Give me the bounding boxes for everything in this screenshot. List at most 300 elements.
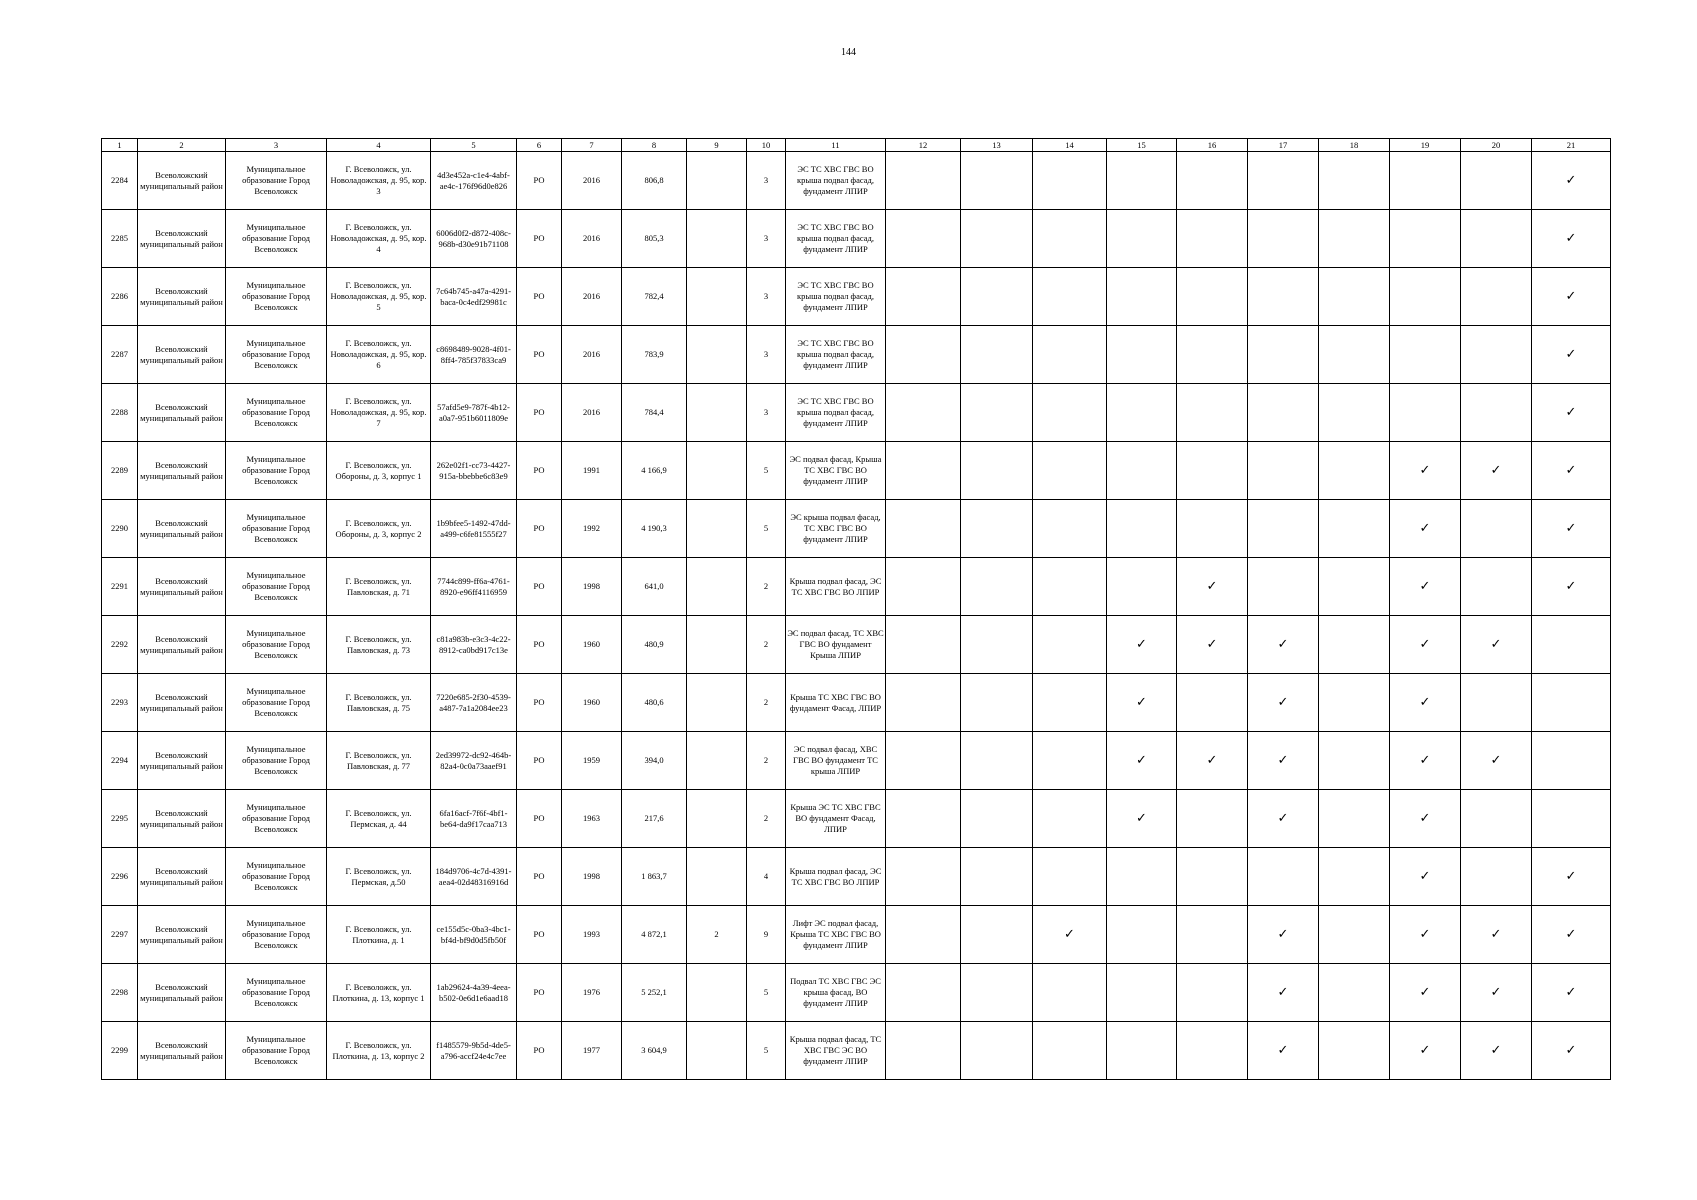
table-cell-col-10: 3	[747, 210, 786, 268]
table-cell-col-13	[961, 790, 1033, 848]
table-cell-col-10: 5	[747, 1022, 786, 1080]
table-cell-col-15	[1107, 442, 1177, 500]
table-cell-col-1: 2294	[102, 732, 138, 790]
table-cell-col-17	[1248, 500, 1319, 558]
check-mark-icon: ✓	[1390, 964, 1461, 1022]
page-number: 144	[841, 47, 856, 58]
table-cell-col-21	[1532, 616, 1611, 674]
table-cell-col-12	[886, 674, 961, 732]
column-header-19: 19	[1390, 139, 1461, 152]
table-cell-col-20	[1461, 790, 1532, 848]
table-cell-col-11: ЭС ТС ХВС ГВС ВО крыша подвал фасад, фундамент ЛПИР	[786, 152, 886, 210]
table-cell-col-9	[687, 964, 747, 1022]
table-cell-col-2: Всеволожский муниципальный район	[138, 906, 226, 964]
table-cell-col-5: 7744c899-ff6a-4761-8920-e96ff4116959	[431, 558, 517, 616]
column-header-2: 2	[138, 139, 226, 152]
column-header-21: 21	[1532, 139, 1611, 152]
table-cell-col-13	[961, 1022, 1033, 1080]
table-cell-col-2: Всеволожский муниципальный район	[138, 268, 226, 326]
table-cell-col-8: 480,9	[622, 616, 687, 674]
table-cell-col-12	[886, 268, 961, 326]
table-cell-col-17	[1248, 326, 1319, 384]
table-cell-col-6: РО	[517, 790, 562, 848]
table-cell-col-20	[1461, 558, 1532, 616]
table-cell-col-12	[886, 384, 961, 442]
table-cell-col-9	[687, 848, 747, 906]
table-cell-col-2: Всеволожский муниципальный район	[138, 732, 226, 790]
table-cell-col-17	[1248, 442, 1319, 500]
table-cell-col-5: 7c64b745-a47a-4291-baca-0c4edf29981c	[431, 268, 517, 326]
table-cell-col-10: 9	[747, 906, 786, 964]
table-cell-col-3: Муниципальное образование Город Всеволожск	[226, 906, 327, 964]
table-row	[102, 384, 1611, 442]
table-cell-col-9	[687, 558, 747, 616]
table-cell-col-18	[1319, 210, 1390, 268]
table-cell-col-7: 2016	[562, 268, 622, 326]
check-mark-icon: ✓	[1390, 616, 1461, 674]
table-cell-col-2: Всеволожский муниципальный район	[138, 500, 226, 558]
table-cell-col-14	[1033, 1022, 1107, 1080]
table-cell-col-17	[1248, 384, 1319, 442]
check-mark-icon: ✓	[1107, 674, 1177, 732]
column-header-11: 11	[786, 139, 886, 152]
table-cell-col-6: РО	[517, 442, 562, 500]
table-cell-col-21	[1532, 674, 1611, 732]
check-mark-icon: ✓	[1390, 442, 1461, 500]
table-cell-col-9	[687, 500, 747, 558]
table-cell-col-12	[886, 210, 961, 268]
table-cell-col-1: 2293	[102, 674, 138, 732]
table-cell-col-6: РО	[517, 152, 562, 210]
column-header-3: 3	[226, 139, 327, 152]
table-cell-col-19	[1390, 326, 1461, 384]
header-row	[102, 139, 1611, 152]
table-cell-col-9	[687, 326, 747, 384]
table-cell-col-7: 2016	[562, 152, 622, 210]
table-cell-col-6: РО	[517, 906, 562, 964]
column-header-4: 4	[327, 139, 431, 152]
table-row	[102, 848, 1611, 906]
table-row	[102, 732, 1611, 790]
check-mark-icon: ✓	[1033, 906, 1107, 964]
table-cell-col-10: 2	[747, 732, 786, 790]
table-cell-col-17	[1248, 152, 1319, 210]
table-cell-col-8: 805,3	[622, 210, 687, 268]
table-cell-col-2: Всеволожский муниципальный район	[138, 790, 226, 848]
table-cell-col-3: Муниципальное образование Город Всеволожск	[226, 790, 327, 848]
table-cell-col-1: 2287	[102, 326, 138, 384]
table-cell-col-16	[1177, 964, 1248, 1022]
table-cell-col-4: Г. Всеволожск, ул. Павловская, д. 77	[327, 732, 431, 790]
table-cell-col-7: 1959	[562, 732, 622, 790]
table-cell-col-1: 2291	[102, 558, 138, 616]
check-mark-icon: ✓	[1532, 210, 1611, 268]
table-cell-col-9	[687, 1022, 747, 1080]
table-cell-col-6: РО	[517, 384, 562, 442]
table-cell-col-4: Г. Всеволожск, ул. Новоладожская, д. 95, кор. 6	[327, 326, 431, 384]
table-cell-col-18	[1319, 152, 1390, 210]
table-cell-col-18	[1319, 500, 1390, 558]
table-cell-col-9	[687, 210, 747, 268]
table-cell-col-10: 3	[747, 326, 786, 384]
table-cell-col-16	[1177, 848, 1248, 906]
check-mark-icon: ✓	[1532, 326, 1611, 384]
table-cell-col-14	[1033, 268, 1107, 326]
table-cell-col-3: Муниципальное образование Город Всеволожск	[226, 732, 327, 790]
table-cell-col-2: Всеволожский муниципальный район	[138, 558, 226, 616]
table-cell-col-15	[1107, 964, 1177, 1022]
table-cell-col-11: ЭС подвал фасад, ХВС ГВС ВО фундамент ТС крыша ЛПИР	[786, 732, 886, 790]
table-cell-col-12	[886, 848, 961, 906]
table-cell-col-11: ЭС подвал фасад, ТС ХВС ГВС ВО фундамент Крыша ЛПИР	[786, 616, 886, 674]
table-cell-col-15	[1107, 326, 1177, 384]
check-mark-icon: ✓	[1390, 848, 1461, 906]
table-cell-col-11: Крыша подвал фасад, ЭС ТС ХВС ГВС ВО ЛПИР	[786, 558, 886, 616]
table-cell-col-13	[961, 268, 1033, 326]
table-cell-col-3: Муниципальное образование Город Всеволожск	[226, 1022, 327, 1080]
table-cell-col-10: 2	[747, 616, 786, 674]
table-cell-col-12	[886, 558, 961, 616]
table-cell-col-7: 1998	[562, 848, 622, 906]
check-mark-icon: ✓	[1532, 268, 1611, 326]
table-cell-col-4: Г. Всеволожск, ул. Новоладожская, д. 95, кор. 3	[327, 152, 431, 210]
table-cell-col-20	[1461, 210, 1532, 268]
table-cell-col-9	[687, 732, 747, 790]
table-cell-col-16	[1177, 210, 1248, 268]
table-cell-col-1: 2286	[102, 268, 138, 326]
table-cell-col-11: Крыша подвал фасад, ТС ХВС ГВС ЭС ВО фундамент ЛПИР	[786, 1022, 886, 1080]
check-mark-icon: ✓	[1461, 906, 1532, 964]
table-cell-col-14	[1033, 326, 1107, 384]
column-header-6: 6	[517, 139, 562, 152]
table-cell-col-15	[1107, 1022, 1177, 1080]
table-cell-col-5: ce155d5c-0ba3-4bc1-bf4d-bf9d0d5fb50f	[431, 906, 517, 964]
table-cell-col-13	[961, 442, 1033, 500]
check-mark-icon: ✓	[1532, 964, 1611, 1022]
column-header-16: 16	[1177, 139, 1248, 152]
table-cell-col-14	[1033, 674, 1107, 732]
table-cell-col-6: РО	[517, 558, 562, 616]
table-cell-col-13	[961, 210, 1033, 268]
table-cell-col-16	[1177, 1022, 1248, 1080]
check-mark-icon: ✓	[1248, 790, 1319, 848]
table-cell-col-12	[886, 906, 961, 964]
table-cell-col-5: 4d3e452a-c1e4-4abf-ae4c-176f96d0e826	[431, 152, 517, 210]
table-cell-col-7: 1991	[562, 442, 622, 500]
table-cell-col-1: 2288	[102, 384, 138, 442]
column-header-5: 5	[431, 139, 517, 152]
table-cell-col-1: 2295	[102, 790, 138, 848]
table-cell-col-11: Подвал ТС ХВС ГВС ЭС крыша фасад, ВО фундамент ЛПИР	[786, 964, 886, 1022]
check-mark-icon: ✓	[1532, 906, 1611, 964]
table-cell-col-20	[1461, 848, 1532, 906]
table-cell-col-13	[961, 500, 1033, 558]
table-cell-col-3: Муниципальное образование Город Всеволожск	[226, 326, 327, 384]
table-row	[102, 152, 1611, 210]
table-cell-col-13	[961, 848, 1033, 906]
table-cell-col-11: Лифт ЭС подвал фасад, Крыша ТС ХВС ГВС ВО фундамент ЛПИР	[786, 906, 886, 964]
table-cell-col-20	[1461, 268, 1532, 326]
table-cell-col-10: 5	[747, 964, 786, 1022]
table-cell-col-13	[961, 326, 1033, 384]
table-cell-col-4: Г. Всеволожск, ул. Пермская, д.50	[327, 848, 431, 906]
table-cell-col-1: 2292	[102, 616, 138, 674]
check-mark-icon: ✓	[1177, 616, 1248, 674]
table-cell-col-15	[1107, 848, 1177, 906]
table-cell-col-17	[1248, 848, 1319, 906]
check-mark-icon: ✓	[1532, 152, 1611, 210]
table-cell-col-4: Г. Всеволожск, ул. Павловская, д. 73	[327, 616, 431, 674]
table-cell-col-13	[961, 152, 1033, 210]
table-cell-col-14	[1033, 152, 1107, 210]
table-cell-col-16	[1177, 790, 1248, 848]
table-row	[102, 558, 1611, 616]
table-cell-col-12	[886, 326, 961, 384]
table-cell-col-13	[961, 384, 1033, 442]
table-cell-col-5: 1ab29624-4a39-4eea-b502-0e6d1e6aad18	[431, 964, 517, 1022]
table-cell-col-8: 394,0	[622, 732, 687, 790]
table-cell-col-5: 7220e685-2f30-4539-a487-7a1a2084ee23	[431, 674, 517, 732]
table-cell-col-18	[1319, 848, 1390, 906]
table-cell-col-4: Г. Всеволожск, ул. Плоткина, д. 13, корпус 1	[327, 964, 431, 1022]
table-cell-col-3: Муниципальное образование Город Всеволожск	[226, 210, 327, 268]
table-cell-col-14	[1033, 616, 1107, 674]
table-cell-col-5: c81a983b-e3c3-4c22-8912-ca0bd917c13e	[431, 616, 517, 674]
table-cell-col-8: 4 190,3	[622, 500, 687, 558]
column-header-20: 20	[1461, 139, 1532, 152]
check-mark-icon: ✓	[1461, 964, 1532, 1022]
table-cell-col-17	[1248, 268, 1319, 326]
table-row	[102, 500, 1611, 558]
table-cell-col-12	[886, 500, 961, 558]
check-mark-icon: ✓	[1532, 1022, 1611, 1080]
table-cell-col-1: 2290	[102, 500, 138, 558]
table-cell-col-7: 1960	[562, 616, 622, 674]
table-cell-col-18	[1319, 558, 1390, 616]
table-cell-col-9	[687, 674, 747, 732]
table-cell-col-8: 4 166,9	[622, 442, 687, 500]
table-cell-col-11: ЭС ТС ХВС ГВС ВО крыша подвал фасад, фундамент ЛПИР	[786, 210, 886, 268]
table-row	[102, 790, 1611, 848]
check-mark-icon: ✓	[1390, 790, 1461, 848]
table-cell-col-18	[1319, 906, 1390, 964]
table-cell-col-18	[1319, 268, 1390, 326]
table-cell-col-11: Крыша ТС ХВС ГВС ВО фундамент Фасад, ЛПИР	[786, 674, 886, 732]
table-cell-col-14	[1033, 384, 1107, 442]
table-cell-col-3: Муниципальное образование Город Всеволожск	[226, 152, 327, 210]
table-cell-col-4: Г. Всеволожск, ул. Плоткина, д. 1	[327, 906, 431, 964]
table-cell-col-4: Г. Всеволожск, ул. Павловская, д. 71	[327, 558, 431, 616]
table-cell-col-6: РО	[517, 616, 562, 674]
table-cell-col-13	[961, 616, 1033, 674]
table-cell-col-5: 184d9706-4c7d-4391-aea4-02d48316916d	[431, 848, 517, 906]
table-cell-col-14	[1033, 558, 1107, 616]
check-mark-icon: ✓	[1107, 732, 1177, 790]
table-cell-col-4: Г. Всеволожск, ул. Новоладожская, д. 95, кор. 7	[327, 384, 431, 442]
table-cell-col-2: Всеволожский муниципальный район	[138, 326, 226, 384]
table-cell-col-12	[886, 732, 961, 790]
table-cell-col-19	[1390, 210, 1461, 268]
table-cell-col-11: Крыша подвал фасад, ЭС ТС ХВС ГВС ВО ЛПИР	[786, 848, 886, 906]
table-cell-col-4: Г. Всеволожск, ул. Новоладожская, д. 95, кор. 4	[327, 210, 431, 268]
column-header-9: 9	[687, 139, 747, 152]
table-cell-col-18	[1319, 384, 1390, 442]
table-cell-col-3: Муниципальное образование Город Всеволожск	[226, 964, 327, 1022]
table-cell-col-11: ЭС ТС ХВС ГВС ВО крыша подвал фасад, фундамент ЛПИР	[786, 268, 886, 326]
table-cell-col-18	[1319, 326, 1390, 384]
table-cell-col-5: 262e02f1-cc73-4427-915a-bbebbe6c83e9	[431, 442, 517, 500]
table-cell-col-14	[1033, 732, 1107, 790]
table-cell-col-4: Г. Всеволожск, ул. Плоткина, д. 13, корпус 2	[327, 1022, 431, 1080]
table-cell-col-13	[961, 964, 1033, 1022]
table-cell-col-4: Г. Всеволожск, ул. Обороны, д. 3, корпус 2	[327, 500, 431, 558]
table-cell-col-18	[1319, 442, 1390, 500]
check-mark-icon: ✓	[1177, 732, 1248, 790]
table-cell-col-5: 57afd5e9-787f-4b12-a0a7-951b6011809e	[431, 384, 517, 442]
table-cell-col-6: РО	[517, 210, 562, 268]
table-cell-col-20	[1461, 674, 1532, 732]
check-mark-icon: ✓	[1532, 384, 1611, 442]
table-cell-col-10: 3	[747, 384, 786, 442]
table-cell-col-2: Всеволожский муниципальный район	[138, 384, 226, 442]
table-cell-col-18	[1319, 616, 1390, 674]
table-cell-col-2: Всеволожский муниципальный район	[138, 674, 226, 732]
table-cell-col-5: 6006d0f2-d872-408c-968b-d30e91b71108	[431, 210, 517, 268]
check-mark-icon: ✓	[1248, 732, 1319, 790]
table-cell-col-7: 1976	[562, 964, 622, 1022]
table-row	[102, 1022, 1611, 1080]
check-mark-icon: ✓	[1390, 1022, 1461, 1080]
table-cell-col-6: РО	[517, 1022, 562, 1080]
table-cell-col-7: 1998	[562, 558, 622, 616]
table-cell-col-2: Всеволожский муниципальный район	[138, 964, 226, 1022]
check-mark-icon: ✓	[1390, 674, 1461, 732]
table-cell-col-9	[687, 616, 747, 674]
table-cell-col-15	[1107, 152, 1177, 210]
table-cell-col-19	[1390, 268, 1461, 326]
table-cell-col-1: 2289	[102, 442, 138, 500]
table-cell-col-7: 1992	[562, 500, 622, 558]
table-cell-col-11: ЭС ТС ХВС ГВС ВО крыша подвал фасад, фундамент ЛПИР	[786, 384, 886, 442]
table-cell-col-3: Муниципальное образование Город Всеволожск	[226, 616, 327, 674]
table-cell-col-21	[1532, 732, 1611, 790]
table-cell-col-12	[886, 152, 961, 210]
table-cell-col-13	[961, 906, 1033, 964]
table-row	[102, 616, 1611, 674]
table-cell-col-1: 2299	[102, 1022, 138, 1080]
table-cell-col-7: 2016	[562, 326, 622, 384]
table-cell-col-8: 217,6	[622, 790, 687, 848]
table-cell-col-18	[1319, 964, 1390, 1022]
table-cell-col-6: РО	[517, 268, 562, 326]
table-cell-col-14	[1033, 848, 1107, 906]
table-cell-col-8: 5 252,1	[622, 964, 687, 1022]
table-cell-col-4: Г. Всеволожск, ул. Обороны, д. 3, корпус 1	[327, 442, 431, 500]
table-cell-col-1: 2297	[102, 906, 138, 964]
data-table	[101, 138, 1611, 1080]
table-cell-col-5: c8698489-9028-4f01-8ff4-785f37833ca9	[431, 326, 517, 384]
check-mark-icon: ✓	[1461, 1022, 1532, 1080]
table-cell-col-8: 641,0	[622, 558, 687, 616]
table-cell-col-12	[886, 964, 961, 1022]
check-mark-icon: ✓	[1248, 964, 1319, 1022]
table-cell-col-21	[1532, 790, 1611, 848]
table-cell-col-17	[1248, 210, 1319, 268]
table-cell-col-10: 2	[747, 558, 786, 616]
table-cell-col-3: Муниципальное образование Город Всеволожск	[226, 558, 327, 616]
table-cell-col-20	[1461, 152, 1532, 210]
table-cell-col-10: 4	[747, 848, 786, 906]
table-cell-col-18	[1319, 732, 1390, 790]
table-cell-col-2: Всеволожский муниципальный район	[138, 848, 226, 906]
table-cell-col-12	[886, 790, 961, 848]
check-mark-icon: ✓	[1390, 732, 1461, 790]
table-cell-col-18	[1319, 790, 1390, 848]
table-cell-col-11: ЭС подвал фасад, Крыша ТС ХВС ГВС ВО фундамент ЛПИР	[786, 442, 886, 500]
check-mark-icon: ✓	[1177, 558, 1248, 616]
table-cell-col-9	[687, 152, 747, 210]
table-cell-col-1: 2298	[102, 964, 138, 1022]
column-header-8: 8	[622, 139, 687, 152]
table-cell-col-6: РО	[517, 732, 562, 790]
table-cell-col-16	[1177, 152, 1248, 210]
table-cell-col-8: 3 604,9	[622, 1022, 687, 1080]
table-cell-col-2: Всеволожский муниципальный район	[138, 442, 226, 500]
table-cell-col-7: 2016	[562, 210, 622, 268]
check-mark-icon: ✓	[1532, 848, 1611, 906]
table-cell-col-6: РО	[517, 674, 562, 732]
table-cell-col-5: 2ed39972-dc92-464b-82a4-0c0a73aaef91	[431, 732, 517, 790]
table-cell-col-11: Крыша ЭС ТС ХВС ГВС ВО фундамент Фасад, ЛПИР	[786, 790, 886, 848]
table-cell-col-10: 3	[747, 268, 786, 326]
table-cell-col-12	[886, 616, 961, 674]
table-cell-col-10: 5	[747, 500, 786, 558]
table-cell-col-10: 2	[747, 674, 786, 732]
table-row	[102, 674, 1611, 732]
column-header-7: 7	[562, 139, 622, 152]
table-cell-col-8: 480,6	[622, 674, 687, 732]
table-cell-col-7: 1960	[562, 674, 622, 732]
check-mark-icon: ✓	[1107, 790, 1177, 848]
table-row	[102, 964, 1611, 1022]
check-mark-icon: ✓	[1248, 1022, 1319, 1080]
table-cell-col-16	[1177, 674, 1248, 732]
table-cell-col-20	[1461, 500, 1532, 558]
check-mark-icon: ✓	[1532, 500, 1611, 558]
table-cell-col-12	[886, 1022, 961, 1080]
table-cell-col-7: 1963	[562, 790, 622, 848]
table-cell-col-16	[1177, 500, 1248, 558]
table-cell-col-14	[1033, 790, 1107, 848]
check-mark-icon: ✓	[1461, 732, 1532, 790]
table-cell-col-4: Г. Всеволожск, ул. Пермская, д. 44	[327, 790, 431, 848]
column-header-18: 18	[1319, 139, 1390, 152]
check-mark-icon: ✓	[1532, 558, 1611, 616]
table-cell-col-12	[886, 442, 961, 500]
column-header-14: 14	[1033, 139, 1107, 152]
table-cell-col-2: Всеволожский муниципальный район	[138, 616, 226, 674]
table-cell-col-9	[687, 268, 747, 326]
table-cell-col-3: Муниципальное образование Город Всеволожск	[226, 500, 327, 558]
table-cell-col-2: Всеволожский муниципальный район	[138, 152, 226, 210]
table-cell-col-8: 4 872,1	[622, 906, 687, 964]
table-cell-col-14	[1033, 964, 1107, 1022]
table-cell-col-10: 5	[747, 442, 786, 500]
table-cell-col-15	[1107, 500, 1177, 558]
table-cell-col-5: 6fa16acf-7f6f-4bf1-be64-da9f17caa713	[431, 790, 517, 848]
table-cell-col-14	[1033, 442, 1107, 500]
column-header-1: 1	[102, 139, 138, 152]
